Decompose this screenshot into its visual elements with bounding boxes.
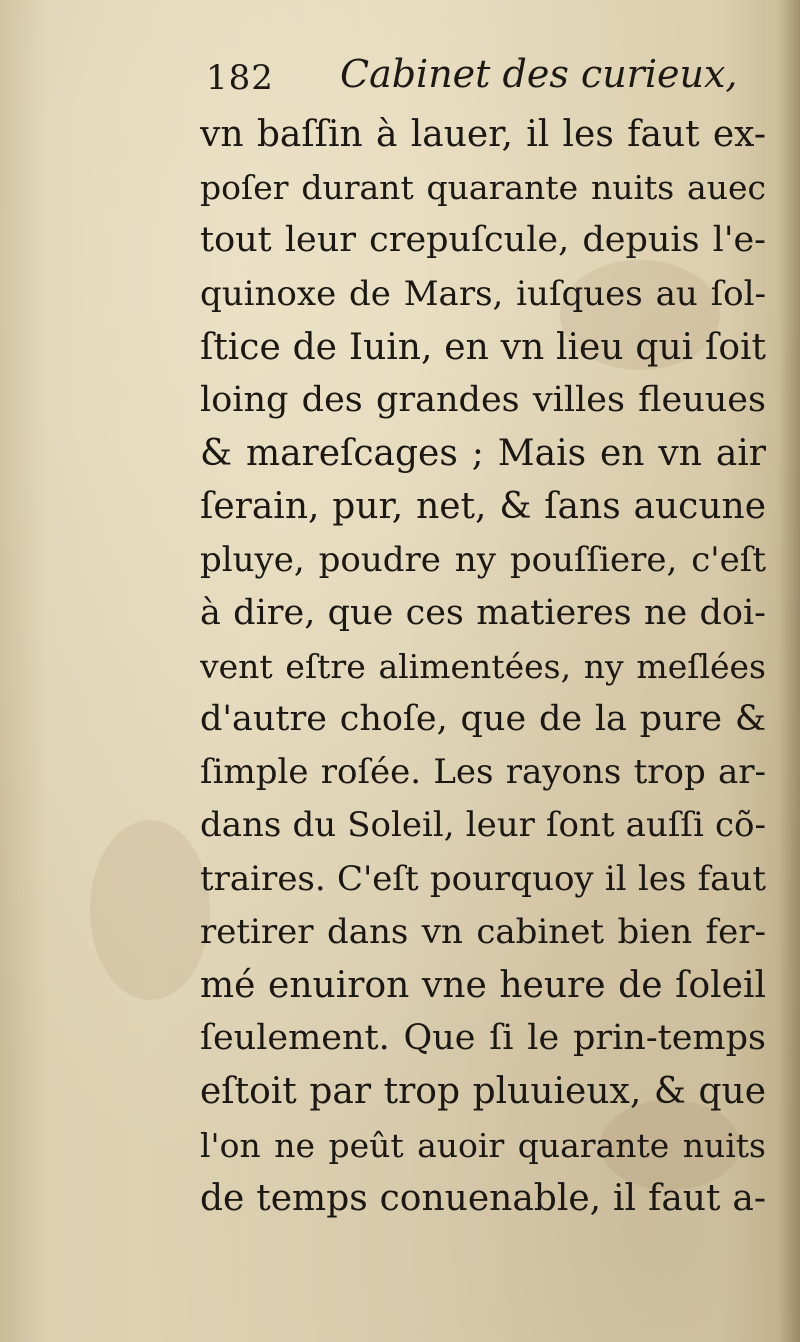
paper-stain xyxy=(90,820,210,1000)
text-line: & mareſcages ; Mais en vn air xyxy=(200,433,766,475)
text-line: l'on ne peût auoir quarante nuits xyxy=(200,1125,766,1165)
text-line: à dire, que ces matieres ne doi- xyxy=(200,592,766,633)
text-line: eſtoit par trop pluuieux, & que xyxy=(200,1071,766,1113)
text-line: ſeulement. Que ſi le prin-temps xyxy=(200,1018,766,1059)
text-line: ſimple roſée. Les rayons trop ar- xyxy=(200,752,766,793)
text-line: dans du Soleil, leur ſont auſſi cõ- xyxy=(200,805,766,846)
running-title: Cabinet des curieux, xyxy=(340,52,738,96)
text-line: tout leur crepuſcule, depuis l'e- xyxy=(200,220,766,261)
text-line: pluye, poudre ny pouſſiere, c'eſt xyxy=(200,539,766,580)
text-line: de temps conuenable, il faut a- xyxy=(200,1177,766,1219)
page-number: 182 xyxy=(206,58,274,98)
text-line: poſer durant quarante nuits auec xyxy=(200,168,766,208)
text-line: loing des grandes villes fleuues xyxy=(200,379,766,420)
page-header xyxy=(200,52,760,108)
page-gutter-shadow xyxy=(778,0,800,1342)
body-text xyxy=(200,108,766,1225)
text-line: mé enuiron vne heure de ſoleil xyxy=(200,965,766,1006)
text-line: ſtice de Iuin, en vn lieu qui ſoit xyxy=(200,326,766,368)
text-line: vn baſſin à lauer, il les faut ex- xyxy=(200,114,766,155)
text-line: vent eſtre alimentées, ny meſlées xyxy=(200,646,766,686)
text-line: retirer dans vn cabinet bien fer- xyxy=(200,911,766,952)
text-line: ſerain, pur, net, & ſans aucune xyxy=(200,486,766,528)
text-line: traires. C'eſt pourquoy il les faut xyxy=(200,858,766,899)
text-line: quinoxe de Mars, iuſques au ſol- xyxy=(200,273,766,314)
text-line: d'autre choſe, que de la pure & xyxy=(200,699,766,740)
